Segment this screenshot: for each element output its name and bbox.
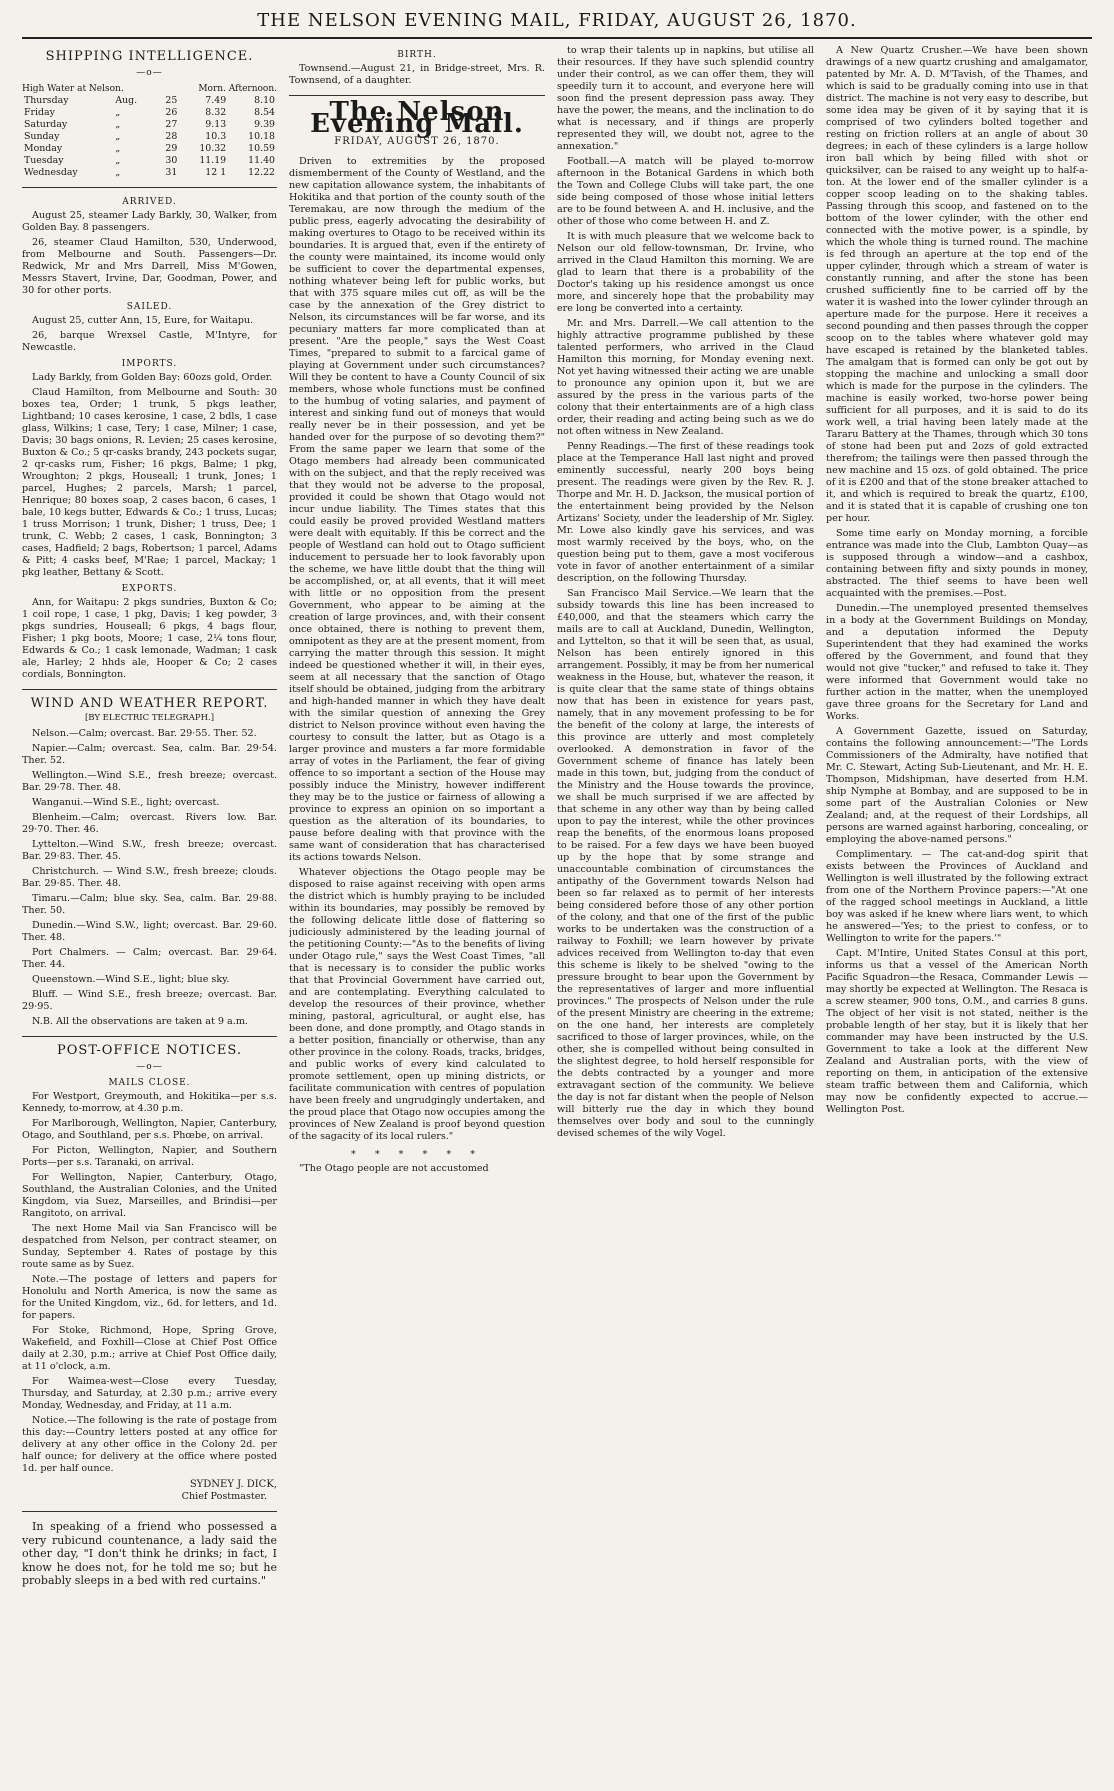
sailed-list — [22, 315, 277, 354]
post-notice: For Marlborough, Wellington, Napier, Canterbury, Otago, and Southland, per s.s. Phœbe, on arrival. — [22, 1118, 277, 1141]
tide-morn: 10.32 — [199, 143, 227, 154]
editorial-body — [289, 156, 545, 1143]
columns — [22, 39, 1092, 1775]
tide-aft: 8.54 — [254, 107, 275, 118]
tide-day: Friday — [24, 107, 55, 118]
anecdote-paragraph: In speaking of a friend who possessed a very rubicund countenance, a lady said the other day, "I don't think he drinks; in fact, I know he does not, for he told me so; but he probably sleeps in a bed with red curtains." — [22, 1520, 277, 1587]
tide-month: „ — [115, 107, 121, 118]
tide-header — [22, 83, 277, 95]
shipping-heading: SHIPPING INTELLIGENCE. — [45, 49, 254, 64]
tide-aft: 9.39 — [254, 119, 275, 130]
birth-heading: BIRTH. — [397, 50, 437, 60]
tide-date: 28 — [165, 131, 178, 142]
tide-aft: 8.10 — [254, 95, 275, 106]
post-notice: For Picton, Wellington, Napier, and Southern Ports—per s.s. Taranaki, on arrival. — [22, 1145, 277, 1168]
exports-list — [22, 597, 277, 681]
tide-date: 27 — [165, 119, 178, 130]
exports-item: Ann, for Waitapu: 2 pkgs sundries, Buxton & Co; 1 coil rope, 1 case, 1 pkg, Davis; 1 keg powder, 3 pkgs sundries, Houseall; 6 pkgs, 4 bags flour, Fisher; 1 pkg boots, Moore; 1 case, 2¼ tons flour, Edwards & Co.; 1 cask lemonade, Wadman; 1 cask ale, Harley; 2 hhds ale, Hooper & Co; 2 cases cordials, Bonnington. — [22, 597, 277, 680]
tide-day: Monday — [24, 143, 63, 154]
news-paragraph: Capt. M'Intire, United States Consul at this port, informs us that a vessel of the American North Pacific Squadron—the Resaca, Commander Lewis — may shortly be expected at Wellington. The Resaca is a screw steamer, 900 tons, O.M., and carries 8 guns. The object of her visit is not stated, neither is the probable length of her stay, but it is likely that her commander may have been instructed by the U.S. Government to take a look at the different New Zealand and Australian ports, with the view of reporting on them, in anticipation of the extensive steam traffic between them and California, which may now be confidently expected to accrue.—Wellington Post. — [826, 948, 1088, 1115]
news-paragraph: Dunedin.—The unemployed presented themselves in a body at the Government Buildings on Monday, and a deputation informed the Deputy Superintendent that they had examined the works offered by the Government, and found that they would not give "tucker," and refused to take it. They were informed that Government would take no further action in the matter, when the unemployed gave three groans for the Secretary for Land and Works. — [826, 603, 1088, 722]
news-paragraph: Mr. and Mrs. Darrell.—We call attention to the highly attractive programme published by these talented performers, who arrived in the Claud Hamilton this morning, for Monday evening next. Not yet having witnessed their acting we are unable to pronounce any opinion upon it, but we are assured by the press in the various parts of the colony that their entertainments are of a high class order, their reading and acting being such as we do not often witness in New Zealand. — [557, 318, 814, 437]
tide-month: „ — [115, 155, 121, 166]
newspaper-flag: The Nelson Evening Mail. — [310, 97, 524, 139]
divider — [22, 1511, 277, 1512]
weather-item: Wellington.—Wind S.E., fresh breeze; overcast. Bar. 29·78. Ther. 48. — [22, 770, 277, 793]
arrived-heading: ARRIVED. — [122, 197, 177, 207]
tide-morn: 10.3 — [205, 131, 227, 142]
tide-date: 26 — [165, 107, 178, 118]
editorial-paragraph: Whatever objections the Otago people may be disposed to raise against receiving with open arms the district which is humbly praying to be included within its boundaries, may possibly be removed by the following delicate little dose of flattering so judiciously administered by the leading journal of the petitioning County:—"As to the benefits of living under Otago rule," says the West Coast Times, "all that is necessary is to consider the public works that that Provincial Government have carried out, and are contemplating. Everything calculated to develop the resources of their province, whether mining, pastoral, agricultural, or aught else, has been done, and done promptly, and Otago stands in a better position, financially or otherwise, than any other province in the colony. Roads, tracks, bridges, and public works of every kind calculated to promote settlement, open up mining districts, or facilitate communication with centres of population have been freely and ungrudgingly undertaken, and the proud place that Otago now occupies among the provinces of New Zealand is proof beyond question of the sagacity of its local rulers." — [289, 867, 545, 1142]
weather-item: Blenheim.—Calm; overcast. Rivers low. Bar. 29·70. Ther. 46. — [22, 812, 277, 835]
divider — [22, 689, 277, 690]
tide-row — [22, 167, 277, 179]
post-notice: For Wellington, Napier, Canterbury, Otago, Southland, the Australian Colonies, and the United Kingdom, via Suez, Marseilles, and Brindisi—per Rangitoto, on arrival. — [22, 1172, 277, 1219]
editorial-paragraph: Driven to extremities by the proposed dismemberment of the County of Westland, and the new capitation allowance system, the inhabitants of Hokitika and that portion of the county south of the Teremakau, are now through the medium of the public press, eagerly advocating the desirability of making overtures to Otago to be received within its boundaries. It is argued that, even if the entirety of the county were maintained, its income would only be sufficient to cover the departmental expenses, nothing whatever being left for public works, but that with 375 square miles cut off, as will be the case by the annexation of the Grey district to Nelson, its circumstances will be far worse, and its pecuniary matters far more complicated than at present. "Are the people," says the West Coast Times, "prepared to submit to a farcical game of playing at Government under such circumstances? Will they be content to have a County Council of six members, whose whole functions must be confined to the humbug of voting salaries, and payment of interest and sinking fund out of moneys that would really never be in their possession, and yet be handed over for the purpose of so devoting them?" From the same paper we learn that some of the Otago members had already been communicated with on the subject, and that the reply received was that they would not be adverse to the proposal, provided it could be shown that Otago would not incur undue liability. The Times states that this could easily be proved provided Westland matters were dealt with equitably. If this be correct and the people of Westland can hold out to Otago sufficient inducement to persuade her to look favorably upon the scheme, we have little doubt that the thing will be accomplished, or, at all events, that it will meet with little or no opposition from the present Government, who appear to be aiming at the creation of large provinces, and, with their consent once obtained, there is nothing to prevent them, omnipotent as they are at the present moment, from carrying the matter through this session. It might indeed be questioned whether it will, in their eyes, seem at all necessary that the sanction of Otago itself should be obtained, judging from the arbitrary and high-handed manner in which they have dealt with the similar question of annexing the Grey district to Nelson province without even having the courtesy to consult the latter, but as Otago is a larger province and musters a far more formidable array of votes in the Parliament, the fear of giving offence to so important a section of the House may possibly induce the Ministry, however indifferent they may be to the justice or fairness of allowing a province to express an opinion on so important a question as the alteration of its boundaries, to pause before dealing with that province with the same want of consideration that has characterised its actions towards Nelson. — [289, 156, 545, 863]
imports-heading: IMPORTS. — [121, 359, 178, 369]
post-list — [22, 1091, 277, 1475]
tide-day: Thursday — [24, 95, 69, 106]
column-3 — [557, 45, 814, 1775]
weather-item: Port Chalmers. — Calm; overcast. Bar. 29·64. Ther. 44. — [22, 947, 277, 970]
local-news-body — [557, 45, 814, 1140]
column-4 — [826, 45, 1088, 1775]
post-notice: The next Home Mail via San Francisco will be despatched from Nelson, per contract steamer, on Sunday, September 4. Rates of postage by this route same as by Suez. — [22, 1223, 277, 1270]
weather-item: Lyttelton.—Wind S.W., fresh breeze; overcast. Bar. 29·83. Ther. 45. — [22, 839, 277, 862]
weather-subheading: [BY ELECTRIC TELEGRAPH.] — [84, 713, 215, 723]
news-paragraph: to wrap their talents up in napkins, but utilise all their resources. If they have such splendid country under their control, as we can offer them, they will speedily turn it to account, and everyone here will soon find the present depression pass away. They have the power, the means, and the inclination to do what is necessary, and if things are properly represented they will, we doubt not, agree to the annexation." — [557, 45, 814, 152]
sailed-item: August 25, cutter Ann, 15, Eure, for Waitapu. — [32, 315, 254, 326]
section-stars: * * * * * * — [350, 1149, 484, 1160]
tide-row — [22, 155, 277, 167]
post-notice: For Westport, Greymouth, and Hokitika—per s.s. Kennedy, to-morrow, at 4.30 p.m. — [22, 1091, 277, 1114]
tide-row — [22, 95, 277, 107]
news-paragraph: Some time early on Monday morning, a forcible entrance was made into the Club, Lambton Quay—as is supposed through a window—and a cashbox, containing between fifty and sixty pounds in money, abstracted. The thief seems to have been well acquainted with the premises.—Post. — [826, 528, 1088, 599]
tide-month: „ — [115, 119, 121, 130]
weather-item: Dunedin.—Wind S.W., light; overcast. Bar. 29·60. Ther. 48. — [22, 920, 277, 943]
weather-item: Timaru.—Calm; blue sky. Sea, calm. Bar. 29·88. Ther. 50. — [22, 893, 277, 916]
tide-row — [22, 119, 277, 131]
news-paragraph: San Francisco Mail Service.—We learn that the subsidy towards this line has been increased to £40,000, and that the steamers which carry the mails are to call at Auckland, Dunedin, Wellington, and Lyttelton, so that it will be seen that, as usual, Nelson has been entirely ignored in this arrangement. Possibly, it may be from her numerical weakness in the House, but, whatever the reason, it is quite clear that the same state of things obtains now that has been in existence for years past, namely, that in any movement professing to be for the benefit of the colony at large, the interests of this province are utterly and most completely overlooked. A demonstration in favor of the Government scheme of finance has lately been made in this town, but, judging from the conduct of the Ministry and the House towards the province, we shall be much surprised if we are affected by that scheme in any other way than by being called upon to pay the interest, while the other provinces reap the benefits, of the enormous loans proposed to be raised. For a few days we have been buoyed up by the hope that by some strange and unaccountable combination of circumstances the antipathy of the Government towards Nelson had been so far relaxed as to permit of her interests being considered before those of any other portion of the colony, and that one of the first of the public works to be undertaken was the construction of a railway to Foxhill; we learn however by private advices received from Wellington to-day that even this scheme is likely to be shelved "owing to the pressure brought to bear upon the Government by the representatives of larger and more influential provinces." The prospects of Nelson under the rule of the present Ministry are cheering in the extreme; on the one hand, her interests are completely sacrificed to those of larger provinces, while, on the other, she is compelled without being consulted in the slightest degree, to hold herself responsible for the debts contracted by a younger and more extravagant section of the community. We believe the day is not far distant when the people of Nelson will bitterly rue the day in which they bound themselves over body and soul to the cunningly devised schemes of the wily Vogel. — [557, 588, 814, 1139]
tide-aft: 11.40 — [248, 155, 275, 166]
weather-item: N.B. All the observations are taken at 9 a.m. — [32, 1016, 248, 1027]
column-2 — [289, 45, 545, 1775]
weather-item: Bluff. — Wind S.E., fresh breeze; overcast. Bar. 29·95. — [22, 989, 277, 1012]
birth-notice: Townsend.—August 21, in Bridge-street, Mrs. R. Townsend, of a daughter. — [289, 63, 545, 86]
tide-date: 31 — [165, 167, 178, 178]
tide-morn: 7.49 — [205, 95, 227, 106]
tide-day: Saturday — [24, 119, 68, 130]
tide-day: Sunday — [24, 131, 60, 142]
weather-item: Wanganui.—Wind S.E., light; overcast. — [32, 797, 220, 808]
post-notice: For Waimea-west—Close every Tuesday, Thursday, and Saturday, at 2.30 p.m.; arrive every Monday, Wednesday, and Friday, at 11 a.m. — [22, 1376, 277, 1411]
news-paragraph: A New Quartz Crusher.—We have been shown drawings of a new quartz crushing and amalgamator, patented by Mr. A. D. M'Tavish, of the Thames, and which is said to be gradually coming into use in that district. The machine is not very easy to describe, but some idea may be given of it by saying that it is comprised of two cylinders bolted together and resting on friction rollers at an angle of about 30 degrees; in each of these cylinders is a large hollow iron ball which by being filled with shot or quicksilver, can be raised to any weight up to half-a-ton. At the lower end of the smaller cylinder is a copper scoop leading on to the shaking tables. Passing through this scoop, and fastened on to the bottom of the lower cylinder, with the other end connected with the motive power, is a spindle, by which the whole thing is turned round. The machine is fed through an aperture at the top end of the upper cylinder, through which a stream of water is constantly running, and after the stone has been crushed sufficiently fine to be carried off by the water it is washed into the lower cylinder through an aperture made for the purpose. Here it receives a second pounding and then passes through the copper scoop on to the tables where whatever gold may have escaped is retained by the blanketed tables. The amalgam that is formed can only be got out by stopping the machine and unlocking a small door which is made for the purpose in the cylinders. The machine is easily worked, two-horse power being sufficient for all purposes, and it is said to do its work well, a trial having been lately made at the Tararu Battery at the Thames, through which 30 tons of stone had been put and 2ozs of gold extracted therefrom; the tailings were then passed through the new machine and 15 ozs. of gold obtained. The price of it is £200 and that of the stone breaker attached to it, and which is required to break the quartz, £100, and it is stated that it is capable of crushing one ton per hour. — [826, 45, 1088, 524]
tide-table — [22, 95, 277, 179]
signature-name: SYDNEY J. DICK, — [189, 1479, 277, 1490]
exports-heading: EXPORTS. — [121, 584, 178, 594]
tide-month: „ — [115, 167, 121, 178]
arrived-list — [22, 210, 277, 297]
tide-morn: 12 1 — [205, 167, 227, 178]
tide-row — [22, 107, 277, 119]
tide-day: Wednesday — [24, 167, 78, 178]
tide-date: 30 — [165, 155, 178, 166]
tide-aft: 10.59 — [248, 143, 275, 154]
sailed-item: 26, barque Wrexsel Castle, M'Intyre, for Newcastle. — [22, 330, 277, 353]
news-paragraph: It is with much pleasure that we welcome back to Nelson our old fellow-townsman, Dr. Irvine, who arrived in the Claud Hamilton this morning. We are glad to learn that there is a probability of the Doctor's taking up his residence amongst us once more, and sincerely hope that the probability may ere long be converted into a certainty. — [557, 231, 814, 314]
tide-date: 29 — [165, 143, 178, 154]
tide-date: 25 — [165, 95, 178, 106]
sailed-heading: SAILED. — [126, 302, 173, 312]
weather-item: Queenstown.—Wind S.E., light; blue sky. — [32, 974, 230, 985]
imports-item: Lady Barkly, from Golden Bay: 60ozs gold, Order. — [32, 372, 273, 383]
divider — [289, 95, 545, 96]
editorial-dateline: FRIDAY, AUGUST 26, 1870. — [334, 136, 500, 147]
arrived-item: August 25, steamer Lady Barkly, 30, Walker, from Golden Bay. 8 passengers. — [22, 210, 277, 233]
news-paragraph: Football.—A match will be played to-morrow afternoon in the Botanical Gardens in which both the Town and College Clubs will take part, the one side being composed of those whose initial letters are to be found between A. and H. inclusive, and the other of those who come between H. and Z. — [557, 156, 814, 227]
column-1: SHIPPING INTELLIGENCE. —o— High Water at Nelson. Morn. Afternoon. Thursday Aug. 25 7.49 8.10 Friday „ 26 8.32 8.54 Saturday „ 27 9.13 9.39 Sunday „ 28 10.3 10.18 Monday „ 29 10.32 10.59 Tuesday „ 30 11.19 11.40 Wednesday „ 31 12 1 12.22 ARRIVED. August 25, steamer Lady Barkly, 30, Walker, from Golden Bay. 8 passengers. 26, steamer Claud Hamilton, 530, Underwood, from Melbourne and South. Passengers—Dr. Redwick, Mr and Mrs Darrell, Miss M'Gowen, Messrs Stavert, Irvine, Dar, Goodman, Power, and 30 for other ports. SAILED. August 25, cutter Ann, 15, Eure, for Waitapu. 26, barque Wrexsel Castle, M'Intyre, for Newcastle. IMPORTS. Lady Barkly, from Golden Bay: 60ozs gold, Order. Claud Hamilton, from Melbourne and South: 30 boxes tea, Order; 1 trunk, 5 pkgs leather, Lightband; 10 cases kerosine, 1 case, 2 bdls, 1 case glass, Wilkins; 1 case, Tery; 1 case, Milner; 1 case, Davis; 30 bags onions, R. Levien; 25 cases kerosine, Buxton & Co.; 5 qr-casks brandy, 243 pockets sugar, 2 qr-casks rum, Fisher; 16 pkgs, Balme; 1 pkg, Wroughton; 2 pkgs, Houseall; 1 trunk, Jones; 1 parcel, Hughes; 2 parcels, Marsh; 1 parcel, Henrique; 80 boxes soap, 2 cases bacon, 6 cases, 1 bale, 10 kegs butter, Edwards & Co.; 1 truss, Lucas; 1 truss Morrison; 1 trunk, Disher; 1 truss, Dee; 1 trunk, C. Webb; 2 cases, 1 cask, Bonnington; 3 cases, Hadfield; 2 bags, Robertson; 1 parcel, Adams & Pitt; 4 casks beef, M'Rae; 1 parcel, Mackay; 1 pkg leather, Bettany & Scott. EXPORTS. Ann, for Waitapu: 2 pkgs sundries, Buxton & Co; 1 coil rope, 1 case, 1 pkg, Davis; 1 keg powder, 3 pkgs sundries, Houseall; 6 pkgs, 4 bags flour, Fisher; 1 pkg boots, Moore; 1 case, 2¼ tons flour, Edwards & Co.; 1 cask lemonade, Wadman; 1 cask ale, Harley; 2 hhds ale, Hooper & Co; 2 cases cordials, Bonnington. WIND AND WEATHER REPORT. [BY ELECTRIC TELEGRAPH.] Nelson.—Calm; overcast. Bar. 29·55. Ther. 52. Napier.—Calm; overcast. Sea, calm. Bar. 29·54. Ther. 52. Wellington.—Wind S.E., fresh breeze; overcast. Bar. 29·78. Ther. 48. Wanganui.—Wind S.E., light; overcast. Blenheim.—Calm; overcast. Rivers low. Bar. 29·70. Ther. 46. Lyttelton.—Wind S.W., fresh breeze; overcast. Bar. 29·83. Ther. 45. Christchurch. — Wind S.W., fresh breeze; clouds. Bar. 29·85. Ther. 48. Timaru.—Calm; blue sky. Sea, calm. Bar. 29·88. Ther. 50. Dunedin.—Wind S.W., light; overcast. Bar. 29·60. Ther. 48. Port Chalmers. — Calm; overcast. Bar. 29·64. Ther. 44. Queenstown.—Wind S.E., light; blue sky. Bluff. — Wind S.E., fresh breeze; overcast. Bar. 29·95. N.B. All the observations are taken at 9 a.m. POST-OFFICE NOTICES. —o— MAILS CLOSE. For Westport, Greymouth, and Hokitika—per s.s. Kennedy, to-morrow, at 4.30 p.m. For Marlborough, Wellington, Napier, Canterbury, Otago, and Southland, per s.s. Phœbe, on arrival. For Picton, Wellington, Napier, and Southern Ports—per s.s. Taranaki, on arrival. For Wellington, Napier, Canterbury, Otago, Southland, the Australian Colonies, and the United Kingdom, via Suez, Marseilles, and Brindisi—per Rangitoto, on arrival. The next Home Mail via San Francisco will be despatched from Nelson, per contract steamer, on Sunday, September 4. Rates of postage by this route same as by Suez. Note.—The postage of letters and papers for Honolulu and North America, is now the same as for the United Kingdom, viz., 6d. for letters, and 1d. for papers. For Stoke, Richmond, Hope, Spring Grove, Wakefield, and Foxhill—Close at Chief Post Office daily at 2.30, p.m.; arrive at Chief Post Office daily, at 11 o'clock, a.m. For Waimea-west—Close every Tuesday, Thursday, and Saturday, at 2.30 p.m.; arrive every Monday, Wednesday, and Friday, at 11 a.m. Notice.—The following is the rate of postage from this day:—Country letters posted at any office for delivery at any other office in the Colony 2d. per half ounce; for delivery at the office where posted 1d. per half ounce. SYDNEY J. DICK, Chief Postmaster. In speaking of a friend who possessed a very rubicund countenance, a lady said the other day, "I don't think he drinks; in fact, I know he does not, for he told me so; but he probably sleeps in a bed with red curtains." — [22, 49, 277, 1587]
post-notice: For Stoke, Richmond, Hope, Spring Grove, Wakefield, and Foxhill—Close at Chief Post Office daily at 2.30, p.m.; arrive at Chief Post Office daily, at 11 o'clock, a.m. — [22, 1325, 277, 1372]
post-office-heading: POST-OFFICE NOTICES. — [57, 1043, 242, 1058]
tide-month: Aug. — [115, 95, 138, 106]
tide-row — [22, 143, 277, 155]
divider — [22, 187, 277, 188]
divider — [22, 1036, 277, 1037]
tide-morn: 11.19 — [199, 155, 227, 166]
tide-morn: 8.32 — [205, 107, 227, 118]
tide-aft: 12.22 — [248, 167, 275, 178]
news-paragraph: A Government Gazette, issued on Saturday, contains the following announcement:—"The Lords Commissioners of the Admiralty, have notified that Mr. C. Stewart, Acting Sub-Lieutenant, and Mr. H. E. Thompson, Midshipman, have deserted from H.M. ship Nymphe at Bombay, and are supposed to be in some part of the Australian Colonies or New Zealand; and, at the request of their Lordships, all persons are warned against harboring, concealing, or employing the above-named persons." — [826, 726, 1088, 845]
tide-row — [22, 131, 277, 143]
tide-month: „ — [115, 143, 121, 154]
weather-item: Christchurch. — Wind S.W., fresh breeze; clouds. Bar. 29·85. Ther. 48. — [22, 866, 277, 889]
editorial-tail: "The Otago people are not accustomed — [299, 1163, 489, 1174]
weather-item: Napier.—Calm; overcast. Sea, calm. Bar. 29·54. Ther. 52. — [22, 743, 277, 766]
tide-month: „ — [115, 131, 121, 142]
weather-item: Nelson.—Calm; overcast. Bar. 29·55. Ther. 52. — [32, 728, 257, 739]
arrived-item: 26, steamer Claud Hamilton, 530, Underwood, from Melbourne and South. Passengers—Dr. Redwick, Mr and Mrs Darrell, Miss M'Gowen, Messrs Stavert, Irvine, Dar, Goodman, Power, and 30 for other ports. — [22, 237, 277, 296]
tide-columns: Morn. Afternoon. — [198, 84, 277, 94]
news-paragraph: Complimentary. — The cat-and-dog spirit that exists between the Provinces of Auckland and Wellington is well illustrated by the following extract from one of the Northern Province papers:—"At one of the ragged school meetings in Auckland, a little boy was asked if he knew where liars went, to which he answered—'Yes; to the priest to confess, or to Wellington to write for the papers.'" — [826, 849, 1088, 944]
imports-item: Claud Hamilton, from Melbourne and South: 30 boxes tea, Order; 1 trunk, 5 pkgs leather, Lightband; 10 cases kerosine, 1 case, 2 bdls, 1 case glass, Wilkins; 1 case, Tery; 1 case, Milner; 1 case, Davis; 30 bags onions, R. Levien; 25 cases kerosine, Buxton & Co.; 5 qr-casks brandy, 243 pockets sugar, 2 qr-casks rum, Fisher; 16 pkgs, Balme; 1 pkg, Wroughton; 2 pkgs, Houseall; 1 trunk, Jones; 1 parcel, Hughes; 2 parcels, Marsh; 1 parcel, Henrique; 80 boxes soap, 2 cases bacon, 6 cases, 1 bale, 10 kegs butter, Edwards & Co.; 1 truss, Lucas; 1 truss Morrison; 1 trunk, Disher; 1 truss, Dee; 1 trunk, C. Webb; 2 cases, 1 cask, Bonnington; 3 cases, Hadfield; 2 bags, Robertson; 1 parcel, Adams & Pitt; 4 casks beef, M'Rae; 1 parcel, Mackay; 1 pkg leather, Bettany & Scott. — [22, 387, 277, 578]
tide-day: Tuesday — [24, 155, 64, 166]
tide-morn: 9.13 — [205, 119, 227, 130]
weather-heading: WIND AND WEATHER REPORT. — [30, 696, 269, 711]
general-news-body — [826, 45, 1088, 1116]
tide-aft: 10.18 — [248, 131, 275, 142]
news-paragraph: Penny Readings.—The first of these readings took place at the Temperance Hall last night and proved eminently successful, nearly 200 boys being present. The readings were given by the Rev. R. J. Thorpe and Mr. H. D. Jackson, the musical portion of the entertainment being provided by the Nelson Artizans' Society, under the leadership of Mr. Sigley. Mr. Lowe also kindly gave his services, and was most warmly received by the boys, who, on the question being put to them, gave a most vociferous vote in favor of another entertainment of a similar description, on the following Thursday. — [557, 441, 814, 584]
signature-title: Chief Postmaster. — [181, 1491, 267, 1502]
weather-list — [22, 728, 277, 1028]
post-notice: Note.—The postage of letters and papers for Honolulu and North America, is now the same as for the United Kingdom, viz., 6d. for letters, and 1d. for papers. — [22, 1274, 277, 1321]
page-masthead: THE NELSON EVENING MAIL, FRIDAY, AUGUST 26, 1870. — [22, 6, 1092, 39]
mails-close-heading: MAILS CLOSE. — [108, 1078, 191, 1088]
imports-list — [22, 372, 277, 579]
tide-label: High Water at Nelson. — [22, 84, 124, 94]
post-notice: Notice.—The following is the rate of postage from this day:—Country letters posted at any office for delivery at any other office in the Colony 2d. per half ounce; for delivery at the office where posted 1d. per half ounce. — [22, 1415, 277, 1474]
